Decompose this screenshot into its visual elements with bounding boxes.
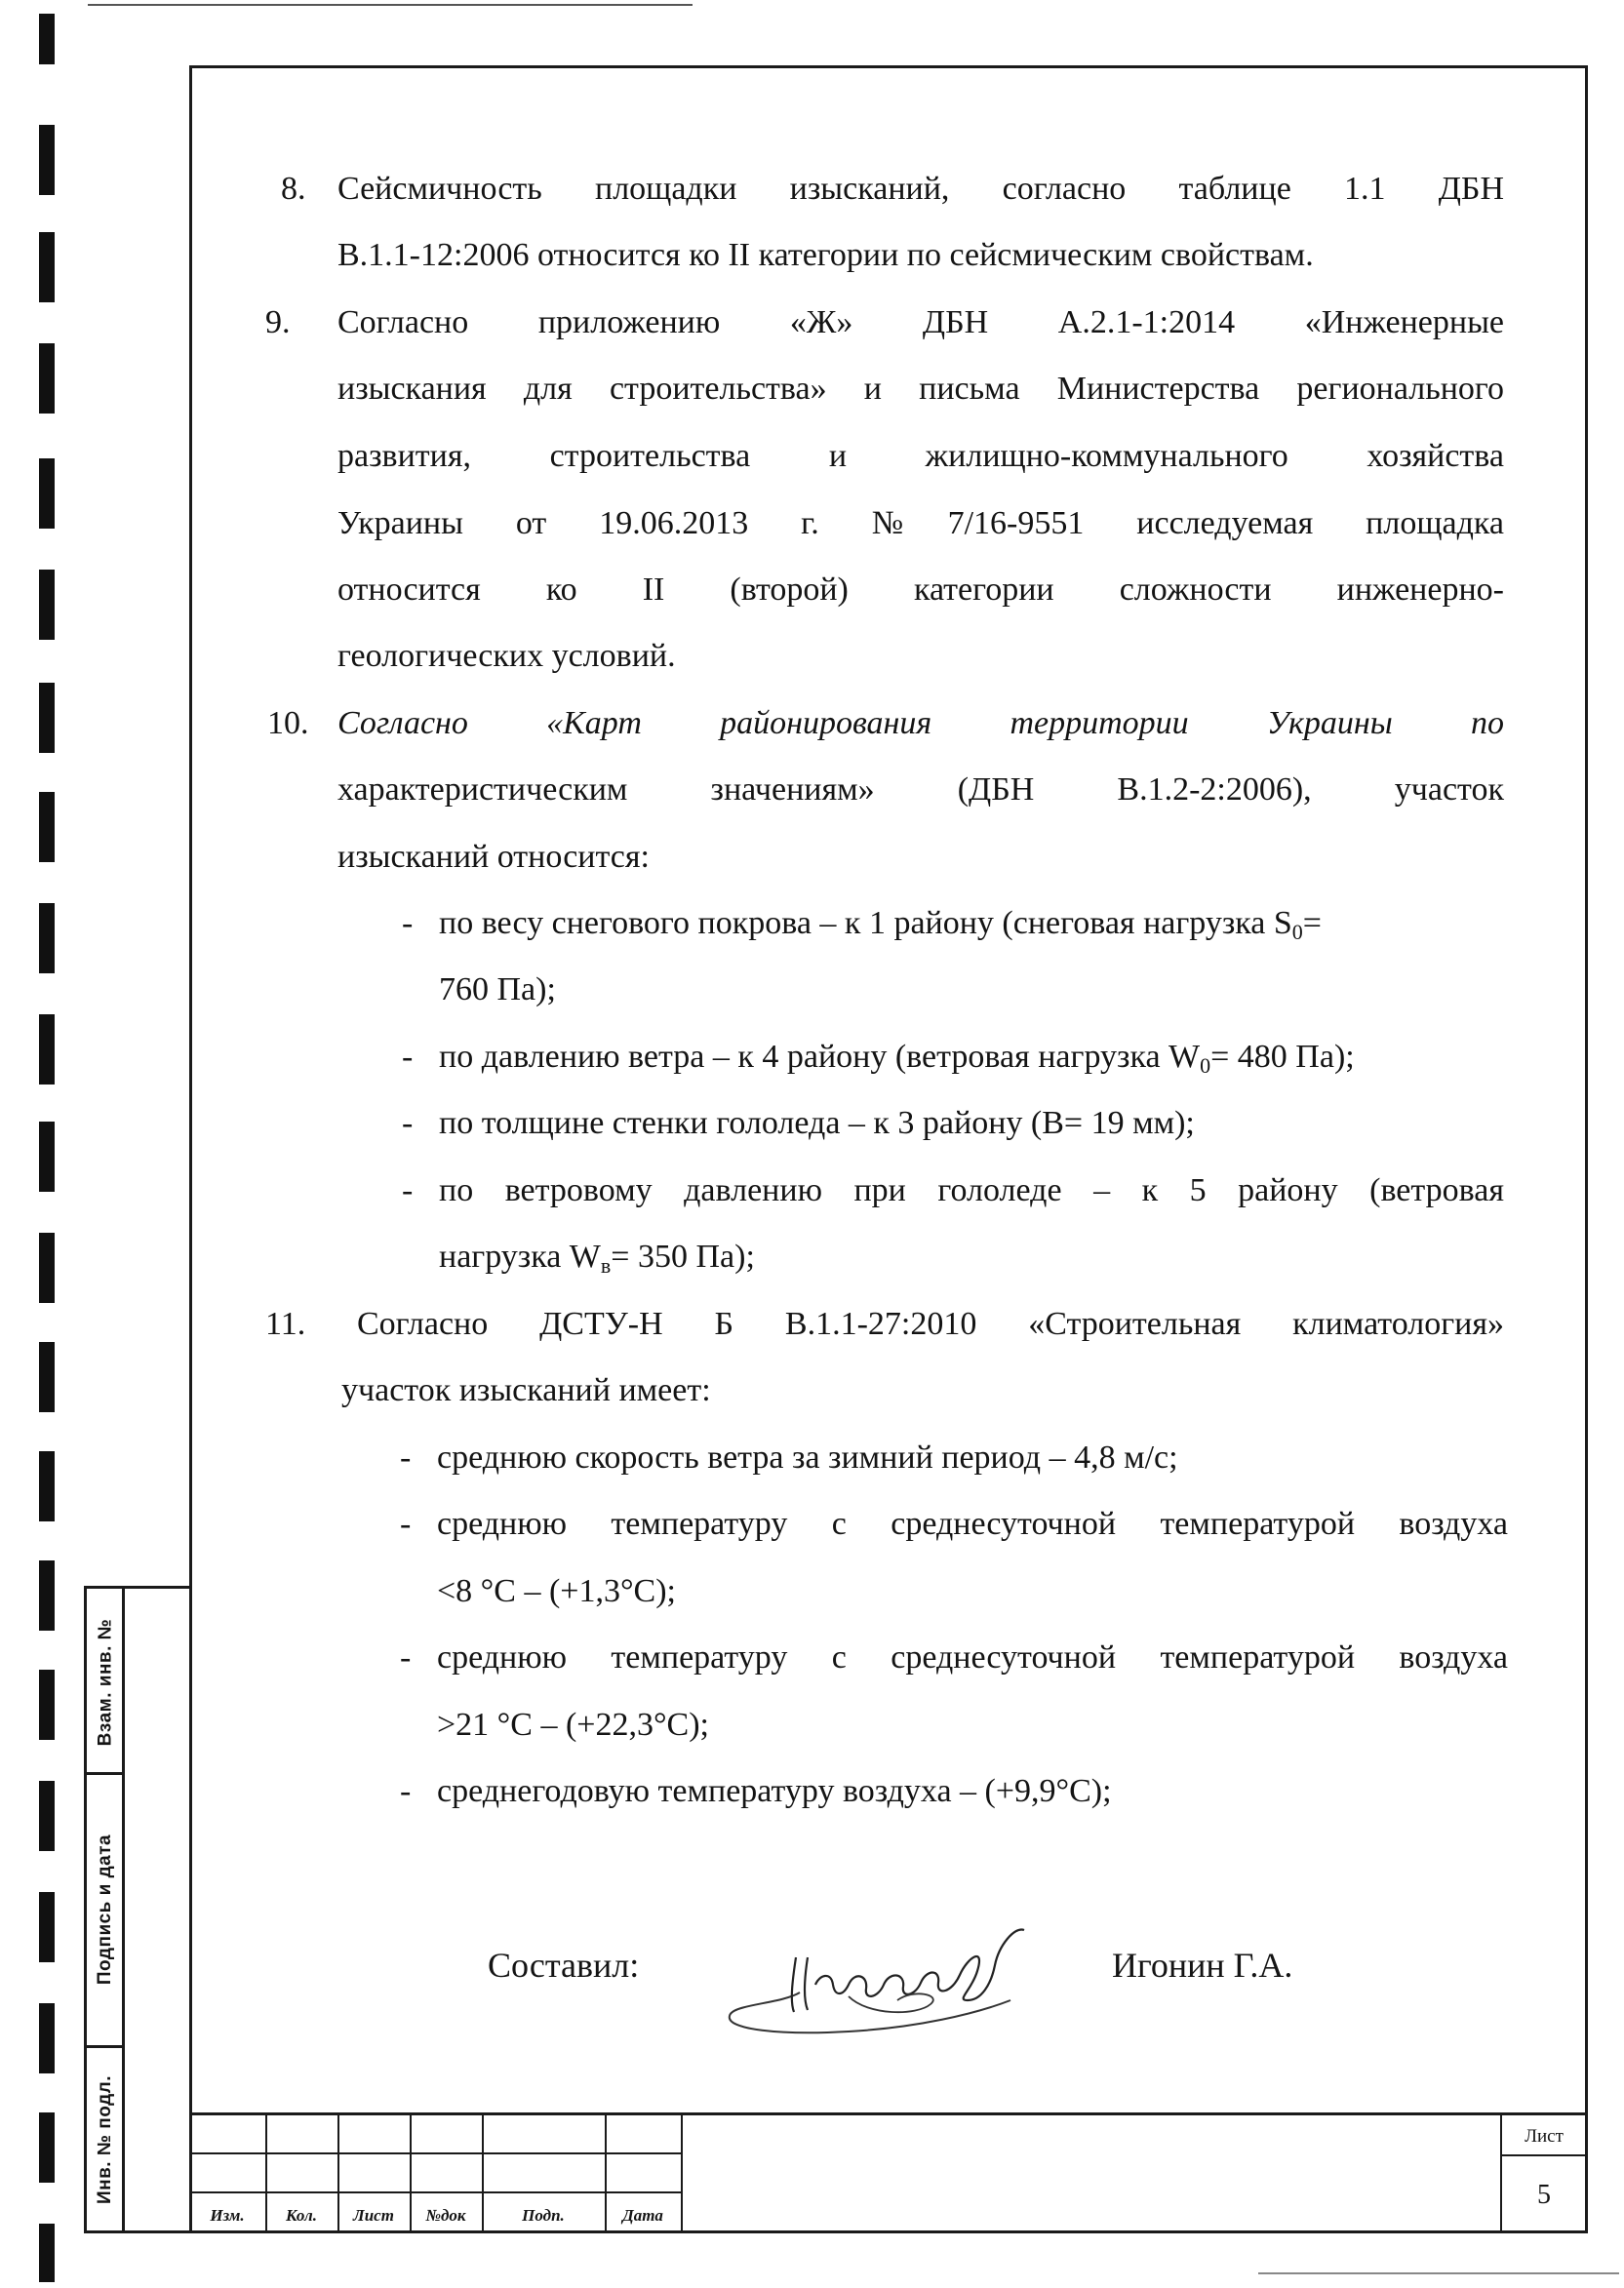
item-9-line: геологических условий. <box>337 638 676 674</box>
bullet-dash: - <box>402 1172 414 1208</box>
bullet-temp-low-cont: <8 °С – (+1,3°С); <box>437 1573 676 1609</box>
bullet-ice-wind: по ветровому давлению при гололеде – к 5 району (ветровая <box>439 1172 1504 1208</box>
bullet-wind-speed: среднюю скорость ветра за зимний период – 4,8 м/с; <box>437 1440 1178 1476</box>
bullet-text-part: по давлению ветра – к 4 району (ветровая нагрузка W <box>439 1039 1201 1075</box>
side-stamp-sign-text: Подпись и дата <box>95 1834 115 1986</box>
title-block-divider <box>1500 2154 1588 2156</box>
bullet-temp-high-cont: >21 °С – (+22,3°С); <box>437 1707 709 1743</box>
item-10-line: Согласно «Карт районирования территории Украины по <box>337 705 1504 741</box>
title-block <box>189 2112 1588 2233</box>
item-11-line: Согласно ДСТУ-Н Б В.1.1-27:2010 «Строительная климатология» <box>357 1306 1504 1342</box>
item-11-line: участок изысканий имеет: <box>341 1372 711 1408</box>
item-9-line: изыскания для строительства» и письма Министерства регионального <box>337 371 1504 407</box>
subscript: 0 <box>1291 920 1303 944</box>
handwritten-signature <box>722 1907 1092 2063</box>
author-name: Игонин Г.А. <box>1112 1946 1293 1985</box>
bullet-dash: - <box>402 1105 414 1141</box>
side-stamp-inv-text: Инв. № подл. <box>95 2074 116 2205</box>
bullet-text-part: = <box>1302 905 1322 941</box>
bullet-dash: - <box>400 1639 412 1676</box>
sheet-label: Лист <box>1525 2126 1564 2147</box>
item-11-number: 11. <box>265 1306 306 1342</box>
item-8-line: В.1.1-12:2006 относится ко II категории по сейсмическим свойствам. <box>337 237 1314 273</box>
item-10-line: изысканий относится: <box>337 839 650 875</box>
subscript: 0 <box>1200 1053 1211 1078</box>
bullet-snow-load-cont: 760 Па); <box>439 971 556 1007</box>
bullet-text-part: нагрузка W <box>439 1239 601 1275</box>
bullet-text-part: = 350 Па); <box>611 1239 755 1275</box>
bullet-text-part: = 480 Па); <box>1210 1039 1355 1075</box>
bullet-dash: - <box>402 1039 414 1075</box>
header-kol: Кол. <box>286 2206 317 2225</box>
item-8-number: 8. <box>281 171 306 207</box>
bullet-temp-high: среднюю температуру с среднесуточной температурой воздуха <box>437 1639 1508 1676</box>
composed-by-label: Составил: <box>488 1946 640 1985</box>
header-data: Дата <box>622 2206 663 2225</box>
item-9-line: Согласно приложению «Ж» ДБН А.2.1-1:2014 «Инженерные <box>337 304 1504 340</box>
item-10-line: характеристическим значениям» (ДБН В.1.2-2:2006), участок <box>337 771 1504 808</box>
title-block-divider <box>189 2152 681 2154</box>
sheet-number: 5 <box>1537 2180 1551 2210</box>
bullet-dash: - <box>402 905 414 941</box>
header-podp: Подп. <box>522 2206 565 2225</box>
bullet-dash: - <box>400 1440 412 1476</box>
bullet-wind-load <box>439 1039 1355 1078</box>
header-list: Лист <box>353 2206 394 2225</box>
bullet-temp-year: среднегодовую температуру воздуха – (+9,9°С); <box>437 1773 1112 1809</box>
bullet-text-part: по весу снегового покрова – к 1 району (снеговая нагрузка S <box>439 905 1292 941</box>
bullet-ice-wind-cont <box>439 1239 755 1278</box>
title-block-divider <box>189 2191 681 2193</box>
bullet-dash: - <box>400 1506 412 1542</box>
header-izm: Изм. <box>210 2206 245 2225</box>
item-9-line: относится ко II (второй) категории сложности инженерно- <box>337 572 1504 608</box>
bullet-ice: по толщине стенки гололеда – к 3 району (B= 19 мм); <box>439 1105 1195 1141</box>
bullet-snow-load <box>439 905 1504 944</box>
bullet-temp-low: среднюю температуру с среднесуточной температурой воздуха <box>437 1506 1508 1542</box>
bullet-text <box>439 905 1322 944</box>
item-9-line: Украины от 19.06.2013 г. №7/16-9551 исследуемая площадка <box>337 505 1504 541</box>
side-stamp-vzam-text: Взам. инв. № <box>95 1618 116 1747</box>
bullet-dash: - <box>400 1773 412 1809</box>
header-ndok: №док <box>425 2206 466 2225</box>
title-block-divider <box>681 2115 683 2233</box>
item-9-line: развития, строительства и жилищно-коммунального хозяйства <box>337 438 1504 474</box>
item-9-number: 9. <box>265 304 291 340</box>
subscript: в <box>600 1253 612 1278</box>
item-8-line: Сейсмичность площадки изысканий, согласно таблице 1.1 ДБН <box>337 171 1504 207</box>
item-10-number: 10. <box>267 705 309 741</box>
